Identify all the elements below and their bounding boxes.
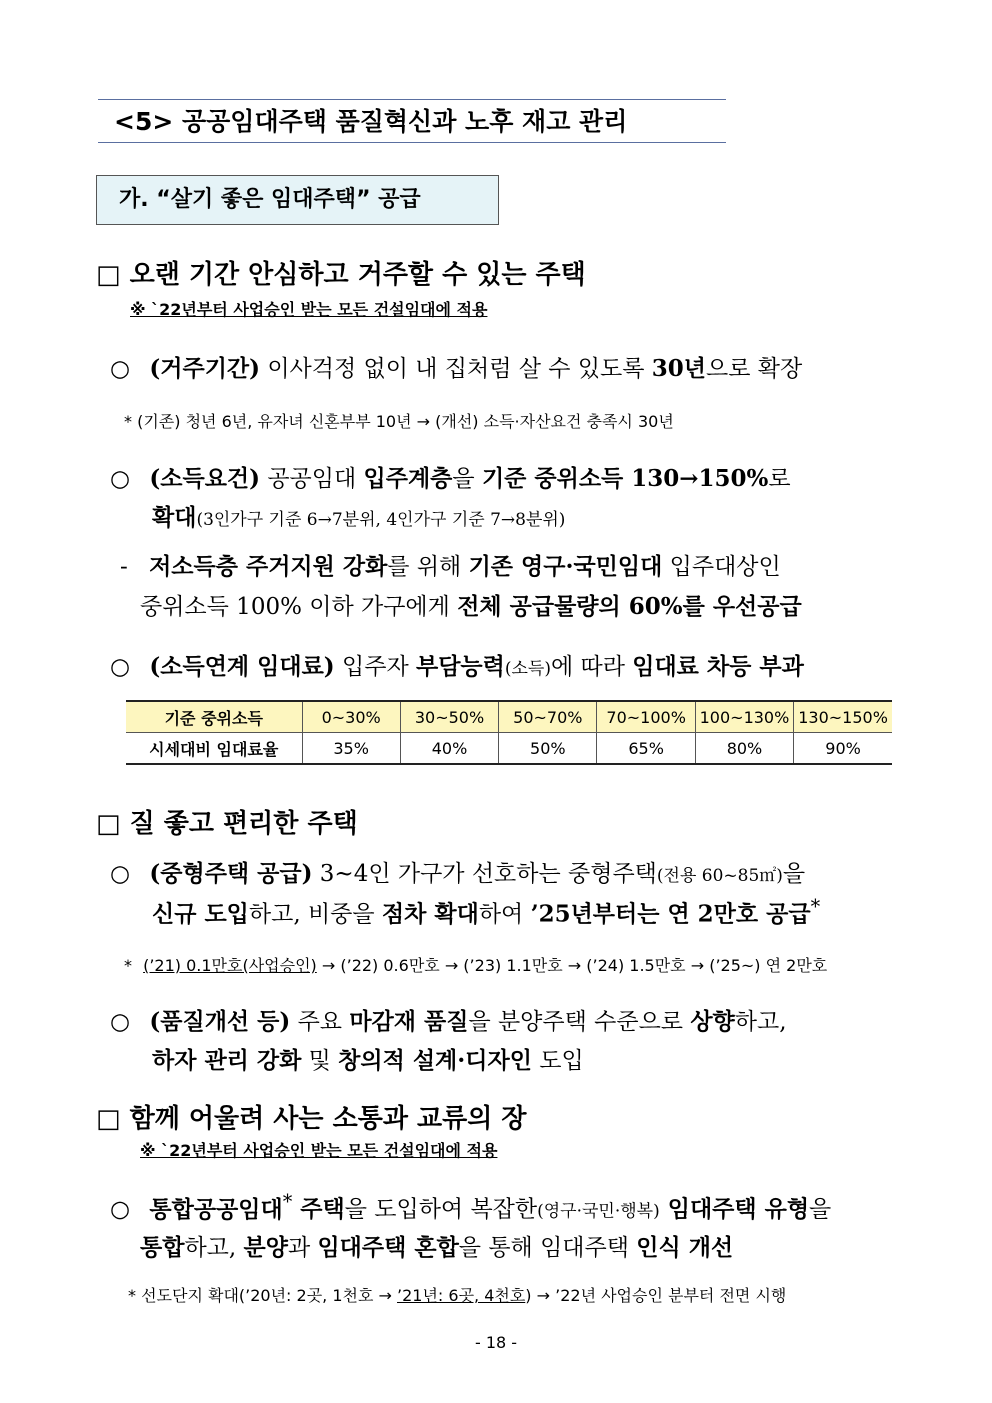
subsection-title: 가. “살기 좋은 임대주택” 공급: [96, 175, 499, 225]
table-cell: 80%: [695, 733, 793, 765]
item-small: (소득): [504, 659, 551, 679]
item-text: 을: [452, 466, 482, 492]
item-text: 입주자: [334, 654, 416, 680]
table-row: [126, 733, 892, 765]
rent-rate-table: [126, 700, 892, 765]
item-income-requirement: [110, 460, 791, 493]
item-residence-period: [110, 350, 802, 383]
item-bold: 기준 중위소득 130→150%: [481, 465, 769, 492]
page-number: - 18 -: [474, 1333, 518, 1352]
item-text: 과: [287, 1235, 318, 1261]
table-cell: 90%: [794, 733, 892, 765]
table-cell: 130~150%: [794, 701, 892, 733]
note-text: * 선도단지 확대(’20년: 2곳, 1천호 →: [128, 1286, 398, 1305]
note-residence-period: * (기존) 청년 6년, 유자녀 신혼부부 10년 → (개선) 소득·자산요건 충족시 30년: [124, 412, 674, 431]
note-apply-2022: ※ `22년부터 사업승인 받는 모든 건설임대에 적용: [140, 1141, 498, 1160]
table-row-header: 기준 중위소득: [126, 701, 302, 733]
item-bold: 통합공공임대: [149, 1195, 283, 1223]
table-cell: 65%: [597, 733, 695, 765]
item-text: 입주대상인: [662, 554, 781, 580]
item-bold: 기존 영구·국민임대: [468, 553, 663, 580]
item-label: (거주기간): [149, 355, 261, 382]
item-bold: 상향: [690, 1008, 735, 1035]
item-text: 공공임대: [260, 466, 364, 492]
note-apply-2022: ※ `22년부터 사업승인 받는 모든 건설임대에 적용: [130, 300, 488, 319]
item-text: 를 위해: [387, 554, 469, 580]
item-integrated-rental-line2: [140, 1229, 733, 1262]
heading-long-term-housing: □ 오랜 기간 안심하고 거주할 수 있는 주택: [96, 260, 586, 290]
item-bold: 통합: [140, 1234, 185, 1261]
footnote-star: *: [282, 1190, 293, 1213]
item-bold: 전체 공급물량의 60%를 우선공급: [457, 593, 802, 620]
item-label: (소득연계 임대료): [149, 653, 335, 680]
item-text: 하여: [478, 901, 531, 928]
item-text: 에 따라: [550, 654, 633, 680]
item-text: 하고,: [734, 1009, 787, 1035]
bullet: ○: [110, 1009, 131, 1035]
bullet: ○: [110, 861, 131, 887]
bullet: ○: [110, 356, 131, 382]
item-quality-improvement-line2: [152, 1042, 584, 1075]
item-income-linked-rent: [110, 648, 804, 681]
item-bold: 임대주택 유형: [659, 1195, 810, 1223]
item-text: 을 통해 임대주택: [458, 1235, 637, 1261]
section-title: <5> 공공임대주택 품질혁신과 노후 재고 관리: [98, 99, 726, 143]
item-text: 을: [809, 1196, 832, 1223]
item-text: 중위소득 100% 이하 가구에게: [140, 594, 458, 620]
table-cell: 30~50%: [400, 701, 498, 733]
note-underlined: ’21년: 6곳, 4천호: [397, 1286, 526, 1305]
subitem-low-income-line2: [140, 588, 802, 621]
note-pilot-complex: [128, 1283, 786, 1306]
note-medium-housing: [124, 953, 827, 976]
item-label: (품질개선 등): [149, 1008, 291, 1035]
bullet: ○: [110, 1196, 131, 1223]
item-label: (중형주택 공급): [149, 860, 313, 887]
item-bold: 창의적 설계·디자인: [338, 1047, 532, 1074]
item-bold: 임대료 차등 부과: [632, 653, 804, 680]
table-cell: 0~30%: [302, 701, 400, 733]
table-cell: 50~70%: [499, 701, 597, 733]
item-text: 로: [768, 466, 791, 492]
dash: -: [120, 554, 128, 580]
item-small: (전용 60~85㎡): [656, 866, 783, 886]
bullet: ○: [110, 654, 131, 680]
item-text: 하고, 비중을: [248, 901, 382, 928]
note-text: → (’22) 0.6만호 → (’23) 1.1만호 → (’24) 1.5만호 → (’25~) 연 2만호: [316, 956, 828, 975]
bullet: ○: [110, 466, 131, 492]
table-row: [126, 701, 892, 733]
subitem-low-income: [120, 548, 781, 581]
item-bold: 임대주택 혼합: [317, 1234, 459, 1261]
item-text: 을 분양주택 수준으로: [468, 1009, 691, 1035]
item-bold: 주택: [292, 1195, 345, 1223]
item-bold: 분양: [243, 1234, 288, 1261]
item-integrated-rental: [110, 1190, 831, 1224]
table-cell: 40%: [400, 733, 498, 765]
footnote-star: *: [124, 956, 132, 975]
item-medium-housing: [110, 855, 805, 888]
table-cell: 35%: [302, 733, 400, 765]
item-text: 3~4인 가구가 선호하는 중형주택: [312, 861, 657, 887]
item-text: 도입: [531, 1048, 584, 1074]
item-text: 이사걱정 없이 내 집처럼 살 수 있도록: [260, 356, 652, 382]
item-bold: ’25년부터는 연 2만호 공급: [530, 900, 811, 928]
item-bold: 부담능력: [415, 653, 505, 680]
note-text: ) → ’22년 사업승인 분부터 전면 시행: [525, 1286, 787, 1305]
item-income-requirement-line2: [152, 499, 565, 532]
item-small: (3인가구 기준 6→7분위, 4인가구 기준 7→8분위): [196, 510, 566, 530]
item-bold: 확대: [152, 504, 197, 531]
item-bold: 점차 확대: [381, 900, 479, 928]
heading-quality-housing: □ 질 좋고 편리한 주택: [96, 809, 358, 839]
item-bold: 저소득층 주거지원 강화: [149, 553, 388, 580]
item-bold: 하자 관리 강화: [152, 1047, 302, 1074]
item-medium-housing-line2: [152, 895, 820, 929]
table-row-header: 시세대비 임대료율: [126, 733, 302, 765]
item-text: 을 도입하여 복잡한: [344, 1196, 538, 1223]
footnote-star: *: [810, 895, 821, 918]
item-small: (영구·국민·행복): [537, 1201, 660, 1222]
table-cell: 70~100%: [597, 701, 695, 733]
item-text: 및: [301, 1048, 339, 1074]
note-underlined: (’21) 0.1만호(사업승인): [143, 956, 317, 975]
item-text: 주요: [290, 1009, 350, 1035]
item-text: 하고,: [184, 1235, 244, 1261]
table-cell: 50%: [499, 733, 597, 765]
item-bold: 30년: [651, 355, 707, 382]
heading-community-housing: □ 함께 어울려 사는 소통과 교류의 장: [96, 1104, 527, 1134]
item-bold: 신규 도입: [152, 900, 249, 928]
item-quality-improvement: [110, 1003, 787, 1036]
item-text: 을: [782, 861, 806, 887]
item-bold: 마감재 품질: [349, 1008, 469, 1035]
item-bold: 입주계층: [363, 465, 453, 492]
table-cell: 100~130%: [695, 701, 793, 733]
item-label: (소득요건): [149, 465, 261, 492]
item-text: 으로 확장: [706, 356, 803, 382]
item-bold: 인식 개선: [636, 1234, 734, 1261]
